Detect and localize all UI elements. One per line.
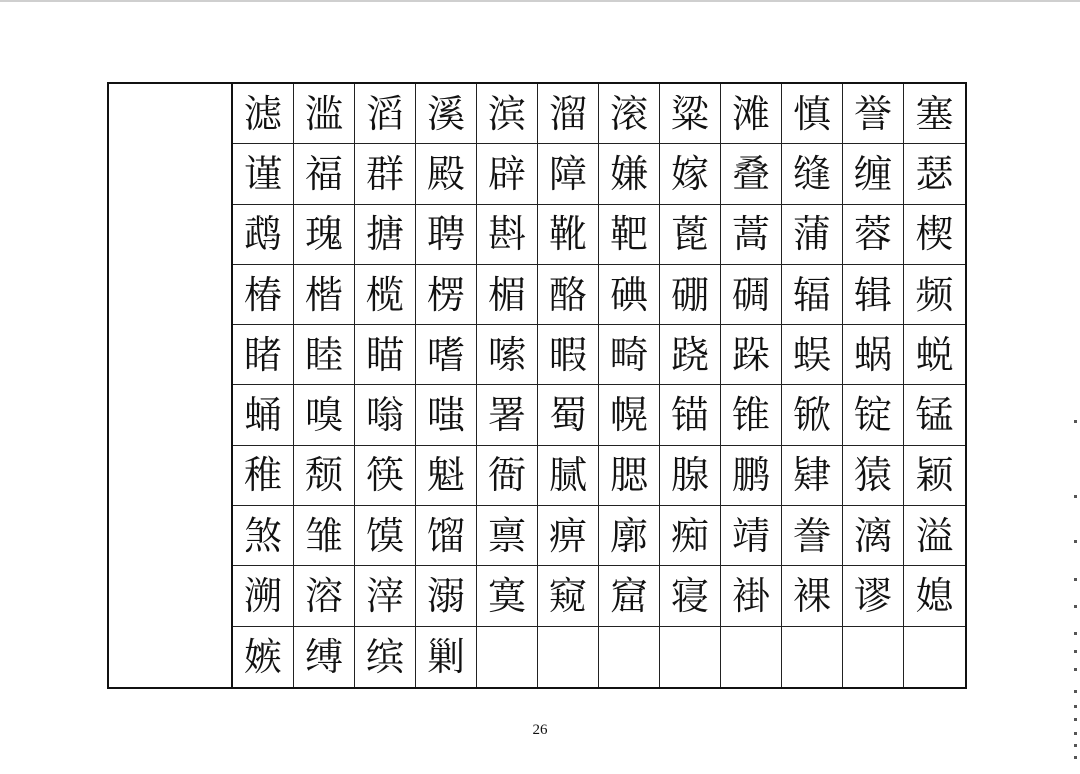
character-cell: 瑟 xyxy=(904,144,965,204)
character-cell: 碉 xyxy=(721,265,782,325)
character-cell: 殿 xyxy=(416,144,477,204)
character-cell xyxy=(599,627,660,687)
character-cell: 蜈 xyxy=(782,325,843,385)
character-table xyxy=(107,82,967,689)
top-border-line xyxy=(0,0,1080,2)
character-cell: 蜗 xyxy=(843,325,904,385)
character-cell: 缠 xyxy=(843,144,904,204)
character-cell: 嗤 xyxy=(416,385,477,445)
character-cell: 缤 xyxy=(355,627,416,687)
character-cell: 障 xyxy=(538,144,599,204)
character-cell: 楞 xyxy=(416,265,477,325)
character-cell: 辟 xyxy=(477,144,538,204)
character-cell: 肄 xyxy=(782,446,843,506)
character-cell: 频 xyxy=(904,265,965,325)
character-cell: 锨 xyxy=(782,385,843,445)
character-cell: 搪 xyxy=(355,205,416,265)
character-cell: 痴 xyxy=(660,506,721,566)
scan-speck xyxy=(1074,668,1077,671)
character-cell: 署 xyxy=(477,385,538,445)
character-cell: 靶 xyxy=(599,205,660,265)
character-cell xyxy=(660,627,721,687)
character-cell: 瑰 xyxy=(294,205,355,265)
character-cell: 溢 xyxy=(904,506,965,566)
character-cell: 蓉 xyxy=(843,205,904,265)
character-cell: 辑 xyxy=(843,265,904,325)
scan-speck xyxy=(1074,718,1077,721)
character-cell: 滥 xyxy=(294,84,355,144)
character-cell: 嫉 xyxy=(233,627,294,687)
character-cell: 暇 xyxy=(538,325,599,385)
character-cell: 褂 xyxy=(721,566,782,626)
character-cell: 楔 xyxy=(904,205,965,265)
character-cell xyxy=(782,627,843,687)
character-cell: 鹉 xyxy=(233,205,294,265)
scan-speck xyxy=(1074,690,1077,693)
character-cell: 誉 xyxy=(843,84,904,144)
character-cell: 剿 xyxy=(416,627,477,687)
character-cell xyxy=(904,627,965,687)
character-cell: 幌 xyxy=(599,385,660,445)
blank-header-column xyxy=(109,84,233,687)
character-cell: 跺 xyxy=(721,325,782,385)
character-cell: 缝 xyxy=(782,144,843,204)
scan-speck xyxy=(1074,632,1077,635)
character-cell: 誊 xyxy=(782,506,843,566)
scan-speck xyxy=(1074,756,1077,759)
character-cell: 睹 xyxy=(233,325,294,385)
character-cell: 痹 xyxy=(538,506,599,566)
character-cell: 粱 xyxy=(660,84,721,144)
character-cell: 谨 xyxy=(233,144,294,204)
character-cell: 禀 xyxy=(477,506,538,566)
character-cell: 榄 xyxy=(355,265,416,325)
character-cell: 媳 xyxy=(904,566,965,626)
character-cell: 群 xyxy=(355,144,416,204)
character-cell: 福 xyxy=(294,144,355,204)
character-cell: 颓 xyxy=(294,446,355,506)
character-cell: 颖 xyxy=(904,446,965,506)
character-cell: 溜 xyxy=(538,84,599,144)
character-cell: 漓 xyxy=(843,506,904,566)
character-cell: 锰 xyxy=(904,385,965,445)
character-cell: 畸 xyxy=(599,325,660,385)
character-cell: 衙 xyxy=(477,446,538,506)
character-cell: 椿 xyxy=(233,265,294,325)
character-cell: 窟 xyxy=(599,566,660,626)
character-cell: 瞄 xyxy=(355,325,416,385)
character-cell: 寞 xyxy=(477,566,538,626)
character-cell: 慎 xyxy=(782,84,843,144)
character-cell xyxy=(477,627,538,687)
character-cell: 嫁 xyxy=(660,144,721,204)
character-cell: 溪 xyxy=(416,84,477,144)
scan-speck xyxy=(1074,578,1077,581)
character-cell: 碘 xyxy=(599,265,660,325)
character-cell: 溺 xyxy=(416,566,477,626)
character-cell: 楷 xyxy=(294,265,355,325)
character-cell: 腻 xyxy=(538,446,599,506)
character-cell: 馍 xyxy=(355,506,416,566)
character-cell: 塞 xyxy=(904,84,965,144)
character-cell: 蜀 xyxy=(538,385,599,445)
character-cell: 裸 xyxy=(782,566,843,626)
character-cell xyxy=(843,627,904,687)
character-cell: 寝 xyxy=(660,566,721,626)
character-cell: 煞 xyxy=(233,506,294,566)
character-cell: 猿 xyxy=(843,446,904,506)
character-cell: 窥 xyxy=(538,566,599,626)
character-cell: 雏 xyxy=(294,506,355,566)
character-cell: 嗜 xyxy=(416,325,477,385)
page-number: 26 xyxy=(532,722,548,738)
scan-speck xyxy=(1074,420,1077,423)
character-cell: 溶 xyxy=(294,566,355,626)
character-cell: 廓 xyxy=(599,506,660,566)
character-cell: 谬 xyxy=(843,566,904,626)
character-cell: 滩 xyxy=(721,84,782,144)
character-cell: 靴 xyxy=(538,205,599,265)
scan-speck xyxy=(1074,744,1077,747)
character-cell: 锭 xyxy=(843,385,904,445)
character-cell: 酪 xyxy=(538,265,599,325)
character-cell: 锥 xyxy=(721,385,782,445)
character-cell: 楣 xyxy=(477,265,538,325)
character-cell: 滚 xyxy=(599,84,660,144)
character-cell: 嗅 xyxy=(294,385,355,445)
character-cell: 滓 xyxy=(355,566,416,626)
character-cell: 蜕 xyxy=(904,325,965,385)
character-cell xyxy=(721,627,782,687)
character-grid xyxy=(233,84,965,687)
scan-speck xyxy=(1074,495,1077,498)
character-cell: 蒿 xyxy=(721,205,782,265)
character-cell: 蓖 xyxy=(660,205,721,265)
character-cell xyxy=(538,627,599,687)
character-cell: 聘 xyxy=(416,205,477,265)
scan-speck xyxy=(1074,605,1077,608)
character-cell: 滨 xyxy=(477,84,538,144)
character-cell: 叠 xyxy=(721,144,782,204)
character-cell: 缚 xyxy=(294,627,355,687)
character-cell: 魁 xyxy=(416,446,477,506)
character-cell: 睦 xyxy=(294,325,355,385)
character-cell: 嗡 xyxy=(355,385,416,445)
scan-speck xyxy=(1074,705,1077,708)
character-cell: 嗦 xyxy=(477,325,538,385)
character-cell: 辐 xyxy=(782,265,843,325)
character-cell: 馏 xyxy=(416,506,477,566)
character-cell: 腺 xyxy=(660,446,721,506)
character-cell: 筷 xyxy=(355,446,416,506)
character-cell: 硼 xyxy=(660,265,721,325)
character-cell: 稚 xyxy=(233,446,294,506)
scan-edge-marks xyxy=(1072,400,1078,770)
character-cell: 蛹 xyxy=(233,385,294,445)
character-cell: 锚 xyxy=(660,385,721,445)
scan-speck xyxy=(1074,650,1077,653)
character-cell: 蒲 xyxy=(782,205,843,265)
character-cell: 腮 xyxy=(599,446,660,506)
character-cell: 跷 xyxy=(660,325,721,385)
character-cell: 靖 xyxy=(721,506,782,566)
character-cell: 滤 xyxy=(233,84,294,144)
character-cell: 滔 xyxy=(355,84,416,144)
character-cell: 斟 xyxy=(477,205,538,265)
character-cell: 嫌 xyxy=(599,144,660,204)
scan-speck xyxy=(1074,732,1077,735)
character-cell: 鹏 xyxy=(721,446,782,506)
character-cell: 溯 xyxy=(233,566,294,626)
scan-speck xyxy=(1074,540,1077,543)
